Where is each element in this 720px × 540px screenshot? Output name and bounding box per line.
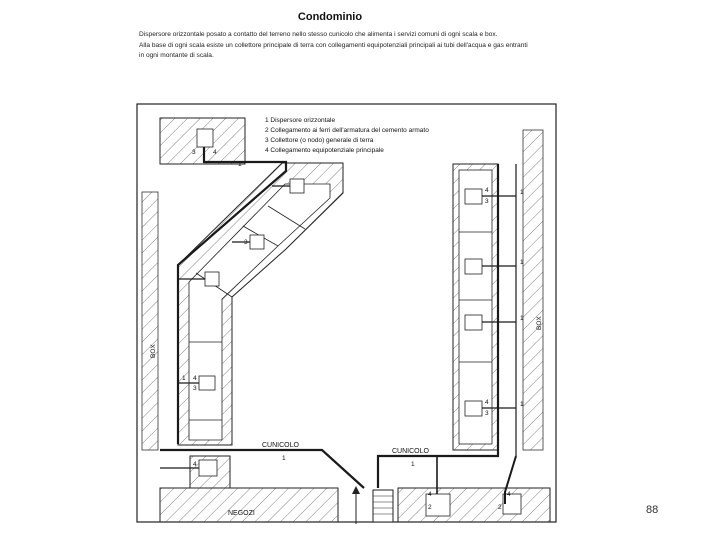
- collector-node-top-left: [197, 129, 213, 147]
- conductor-number-1b: 1: [411, 461, 415, 468]
- collector-node-wing-2: [250, 235, 264, 249]
- cunicolo-left-label: CUNICOLO: [262, 442, 299, 449]
- conductor-number-1c: 1: [238, 161, 242, 168]
- node-number-4a: 4: [213, 149, 217, 156]
- box-right-label: BOX: [536, 316, 543, 330]
- intro-line-2: Alla base di ogni scala esiste un collettore principale di terra con collegamenti equipotenziali principali ai tubi dell'acqua e gas entranti in ogni montante di scala.: [139, 42, 528, 59]
- node-number-4c: 4: [485, 399, 489, 406]
- collector-node-bottom-left: [199, 460, 217, 476]
- collector-node-wing-1: [290, 179, 304, 193]
- node-number-3b: 3: [485, 198, 489, 205]
- conductor-number-1e: 1: [520, 259, 524, 266]
- legend-item-1: 1 Dispersore orizzontale: [265, 117, 336, 124]
- page-number: 88: [646, 504, 659, 516]
- node-number-3c: 3: [485, 410, 489, 417]
- node-number-3d: 3: [193, 385, 197, 392]
- collector-node-wing-3: [205, 272, 219, 286]
- legend-item-4: 4 Collegamento equipotenziale principale: [265, 147, 384, 154]
- collector-node-right-2: [465, 259, 482, 274]
- conductor-number-1d: 1: [520, 189, 524, 196]
- collector-node-right-3: [465, 315, 482, 330]
- box-left-wall: [142, 192, 158, 450]
- page-title: Condominio: [297, 11, 363, 23]
- cunicolo-right-label: CUNICOLO: [392, 448, 429, 455]
- conductor-number-1h: 1: [182, 375, 186, 382]
- node-number-3e: 3: [244, 239, 248, 246]
- legend-item-3: 3 Collettore (o nodo) generale di terra: [265, 137, 374, 144]
- box-right-wall: [523, 130, 543, 450]
- box-left-label: BOX: [150, 344, 157, 358]
- collector-node-right-4: [465, 401, 482, 416]
- node-number-2b: 2: [498, 504, 502, 511]
- conductor-number-1g: 1: [520, 401, 524, 408]
- collector-node-wing-4: [199, 376, 215, 390]
- node-number-4b: 4: [485, 187, 489, 194]
- conductor-number-1a: 1: [282, 455, 286, 462]
- legend-item-2: 2 Collegamento ai ferri dell'armatura del cemento armato: [265, 127, 429, 134]
- building-bottom-right: [398, 488, 550, 522]
- node-number-2a: 2: [428, 504, 432, 511]
- node-number-3a: 3: [192, 149, 196, 156]
- entrance-stair: [373, 490, 393, 522]
- intro-line-1: Dispersore orizzontale posato a contatto del terreno nello stesso cunicolo che alimenta i servizi comuni di ogni scala e box.: [139, 31, 498, 38]
- conductor-number-1f: 1: [520, 315, 524, 322]
- node-number-4f: 4: [428, 491, 432, 498]
- node-number-4g: 4: [507, 491, 511, 498]
- node-number-4d: 4: [193, 375, 197, 382]
- negozi-label: NEGOZI: [228, 510, 255, 517]
- collector-node-right-1: [465, 189, 482, 204]
- node-number-4e: 4: [193, 461, 197, 468]
